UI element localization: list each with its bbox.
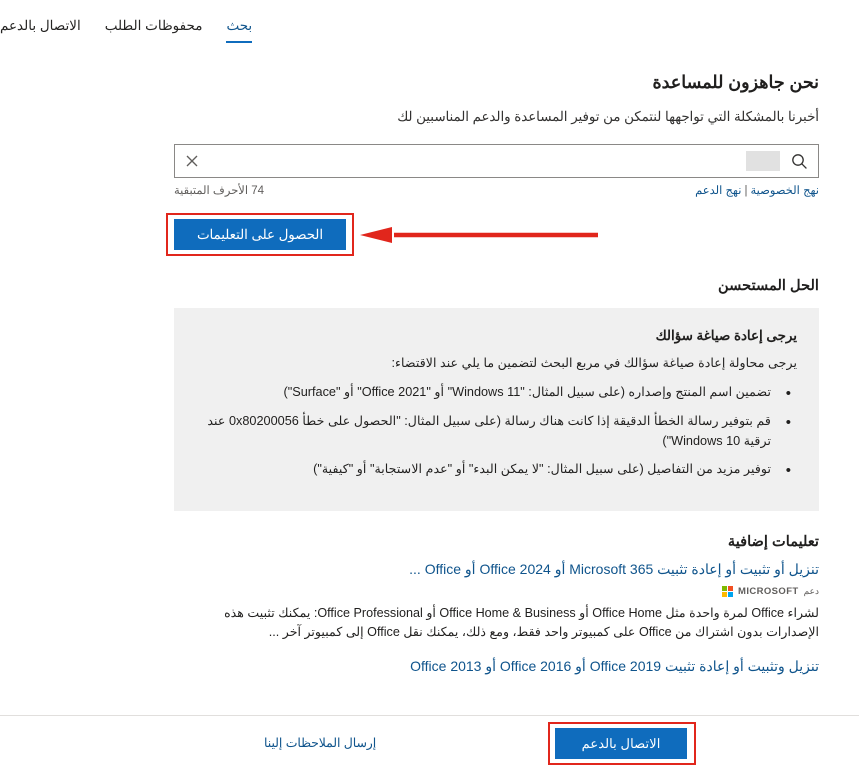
policy-links <box>695 183 819 197</box>
rephrase-panel-intro: يرجى محاولة إعادة صياغة سؤالك في مربع البحث لتضمين ما يلي عند الاقتضاء: <box>391 356 797 371</box>
microsoft-support-badge <box>174 586 819 597</box>
rephrase-tips-list <box>196 383 797 480</box>
main-content <box>174 72 819 682</box>
result-link-office-2019-2016-2013[interactable]: تنزيل وتثبيت أو إعادة تثبيت Office 2019 أو Office 2016 أو Office 2013 <box>410 657 819 674</box>
list-item: • تضمين اسم المنتج وإصداره (على سبيل المثال: "Windows 11" أو "Office 2021" أو "Surface") <box>196 383 775 403</box>
list-item: • توفير مزيد من التفاصيل (على سبيل المثال: "لا يمكن البدء" أو "عدم الاستجابة" أو "كيفية") <box>196 460 775 480</box>
badge-brand: MICROSOFT <box>738 585 799 597</box>
character-count: 74 الأحرف المتبقية <box>174 185 265 198</box>
send-feedback-link[interactable]: إرسال الملاحظات إلينا <box>264 736 377 750</box>
get-help-button[interactable]: الحصول على التعليمات <box>174 219 346 250</box>
get-help-row <box>174 213 819 261</box>
top-navigation <box>0 18 859 52</box>
tab-request-history[interactable]: محفوظات الطلب <box>104 18 203 33</box>
search-input[interactable] <box>209 145 744 177</box>
page-title: نحن جاهزون للمساعدة <box>652 72 819 92</box>
tab-search[interactable]: بحث <box>226 18 252 43</box>
additional-help-title: تعليمات إضافية <box>727 534 819 551</box>
rephrase-panel <box>174 308 819 511</box>
page-subtitle: أخبرنا بالمشكلة التي تواجهها لنتمكن من توفير المساعدة والدعم المناسبين لك <box>397 109 819 124</box>
search-suggestion-chip <box>746 151 780 171</box>
search-meta-row <box>174 183 819 197</box>
search-icon[interactable] <box>780 145 818 177</box>
badge-label: دعم <box>803 585 819 596</box>
search-box[interactable] <box>174 144 819 178</box>
result-link-office-install[interactable]: تنزيل أو تثبيت أو إعادة تثبيت Microsoft 365 أو Office 2024 أو Office ... <box>409 561 819 578</box>
additional-help-section <box>174 533 819 676</box>
annotation-arrow <box>360 227 600 243</box>
rephrase-panel-title: يرجى إعادة صياغة سؤالك <box>655 328 797 344</box>
contact-support-button[interactable]: الاتصال بالدعم <box>555 728 687 759</box>
list-item: • قم بتوفير رسالة الخطأ الدقيقة إذا كانت هناك رسالة (على سبيل المثال: "الحصول على خطأ 0x80200056 عند ترقية Windows 10") <box>196 412 775 451</box>
policy-separator: | <box>744 185 748 198</box>
result-description: لشراء Office لمرة واحدة مثل Office Home أو Office Home & Business أو Office Professional: يمكنك تثبيت هذه الإصدارات بدون اشتراك من Office على كمبيوتر واحد فقط، ومع ذلك، يمكنك نقل Office إلى كمبيوتر آخر ... <box>224 605 819 640</box>
recommended-solution-title: الحل المستحسن <box>718 278 819 295</box>
privacy-policy-link[interactable]: نهج الخصوصية <box>750 185 819 198</box>
support-policy-link[interactable]: نهج الدعم <box>695 185 742 198</box>
microsoft-logo-icon <box>722 586 733 597</box>
close-icon[interactable] <box>175 145 209 177</box>
tab-contact-support[interactable]: الاتصال بالدعم <box>0 18 81 33</box>
page-footer <box>0 715 859 770</box>
